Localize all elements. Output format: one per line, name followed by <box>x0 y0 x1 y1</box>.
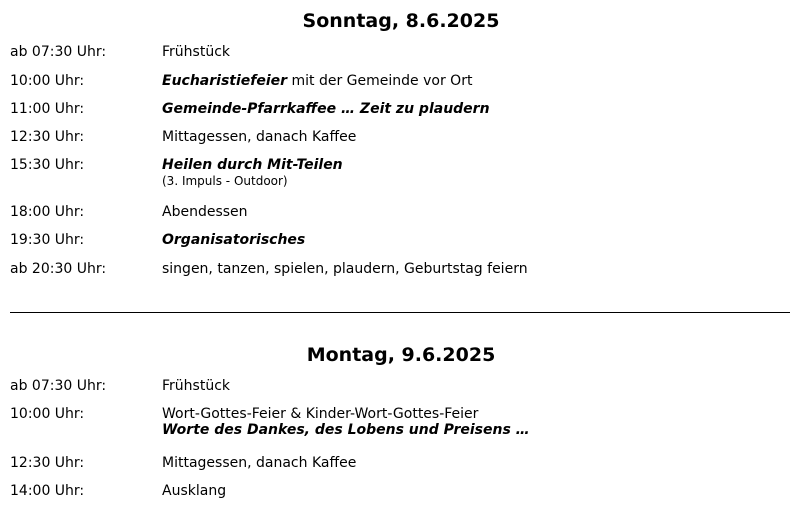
activity-text: Frühstück <box>162 44 230 60</box>
time-label: 12:30 Uhr: <box>10 455 85 471</box>
activity-text: Ausklang <box>162 483 227 499</box>
time-label: 19:30 Uhr: <box>10 232 85 248</box>
time-label: 11:00 Uhr: <box>10 101 85 117</box>
time-label: 14:00 Uhr: <box>10 483 85 499</box>
activity-text <box>162 157 343 188</box>
time-label: 10:00 Uhr: <box>10 73 85 89</box>
activity-emphasis: Organisatorisches <box>162 232 306 248</box>
activity-text <box>162 406 530 438</box>
activity-text: Frühstück <box>162 378 230 394</box>
activity-emphasis: Worte des Dankes, des Lobens und Preisens … <box>162 422 530 438</box>
activity-text: Mittagessen, danach Kaffee <box>162 455 357 471</box>
time-label: ab 20:30 Uhr: <box>10 261 107 277</box>
activity-rest: mit der Gemeinde vor Ort <box>287 73 473 89</box>
activity-text: Abendessen <box>162 204 248 220</box>
sunday-title: Sonntag, 8.6.2025 <box>302 10 500 32</box>
activity-emphasis: Eucharistiefeier <box>162 73 288 89</box>
time-label: 12:30 Uhr: <box>10 129 85 145</box>
activity-text: Mittagessen, danach Kaffee <box>162 129 357 145</box>
time-label: 10:00 Uhr: <box>10 406 85 422</box>
activity-emphasis: Heilen durch Mit-Teilen <box>162 157 343 173</box>
time-label: ab 07:30 Uhr: <box>10 44 107 60</box>
day-separator <box>10 312 790 313</box>
activity-main: Wort-Gottes-Feier & Kinder-Wort-Gottes-Feier <box>162 406 479 422</box>
activity-text <box>162 73 472 89</box>
time-label: 15:30 Uhr: <box>10 157 85 173</box>
activity-note: (3. Impuls - Outdoor) <box>162 174 288 188</box>
time-label: 18:00 Uhr: <box>10 204 85 220</box>
monday-title: Montag, 9.6.2025 <box>306 344 496 366</box>
time-label: ab 07:30 Uhr: <box>10 378 107 394</box>
activity-text: singen, tanzen, spielen, plaudern, Geburtstag feiern <box>162 261 528 277</box>
activity-emphasis: Gemeinde-Pfarrkaffee … Zeit zu plaudern <box>162 101 490 117</box>
